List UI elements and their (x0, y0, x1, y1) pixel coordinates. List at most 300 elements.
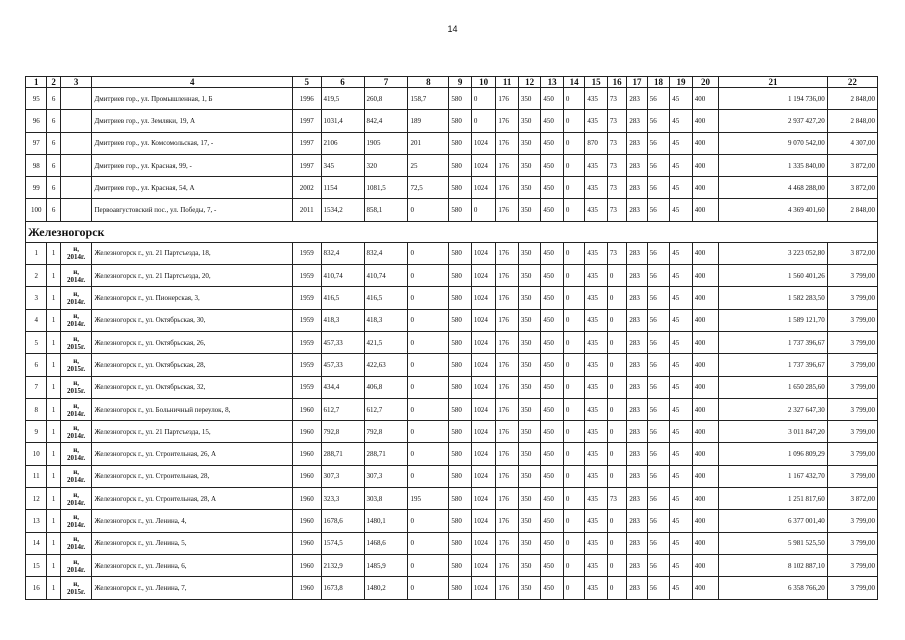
cell-col-13: 450 (541, 488, 564, 510)
section-row (26, 221, 878, 242)
cell-col-20: 400 (692, 421, 719, 443)
cell-col-8: 0 (408, 265, 449, 287)
cell-col-22: 3 799,00 (827, 443, 877, 465)
cell-col-21: 1 737 396,67 (719, 354, 827, 376)
column-header-5: 5 (292, 77, 321, 88)
cell-col-21: 3 223 052,80 (719, 242, 827, 264)
cell-col-15: 435 (585, 376, 608, 398)
cell-col-5: 1959 (292, 242, 321, 264)
cell-col-13: 450 (541, 287, 564, 309)
cell-col-1: 3 (26, 287, 47, 309)
cell-col-8: 0 (408, 354, 449, 376)
cell-col-7: 842,4 (364, 110, 408, 132)
cell-col-20: 400 (692, 265, 719, 287)
cell-col-20: 400 (692, 88, 719, 110)
cell-col-1: 97 (26, 132, 47, 154)
cell-col-11: 176 (496, 132, 519, 154)
cell-col-21: 6 358 766,20 (719, 577, 827, 599)
cell-col-1: 6 (26, 354, 47, 376)
cell-col-19: 45 (670, 88, 693, 110)
cell-col-13: 450 (541, 331, 564, 353)
column-header-1: 1 (26, 77, 47, 88)
cell-col-16: 73 (607, 110, 626, 132)
cell-col-3: н, 2014г. (60, 309, 92, 331)
cell-col-20: 400 (692, 154, 719, 176)
cell-col-2: 1 (47, 421, 60, 443)
table-row (26, 554, 878, 576)
cell-col-21: 1 167 432,70 (719, 465, 827, 487)
cell-col-9: 580 (449, 110, 472, 132)
cell-col-12: 350 (518, 465, 541, 487)
cell-col-3: н, 2014г. (60, 510, 92, 532)
cell-col-10: 0 (471, 199, 496, 221)
cell-col-18: 56 (647, 177, 670, 199)
cell-col-10: 1024 (471, 577, 496, 599)
cell-col-15: 435 (585, 577, 608, 599)
cell-col-18: 56 (647, 154, 670, 176)
cell-col-2: 6 (47, 154, 60, 176)
cell-col-16: 73 (607, 199, 626, 221)
table-row (26, 443, 878, 465)
cell-col-15: 435 (585, 488, 608, 510)
cell-col-1: 10 (26, 443, 47, 465)
table-row (26, 577, 878, 599)
cell-col-6: 457,33 (321, 331, 364, 353)
cell-col-12: 350 (518, 287, 541, 309)
cell-col-13: 450 (541, 532, 564, 554)
cell-col-14: 0 (563, 554, 584, 576)
cell-col-7: 320 (364, 154, 408, 176)
cell-col-9: 580 (449, 532, 472, 554)
cell-col-13: 450 (541, 88, 564, 110)
column-header-10: 10 (471, 77, 496, 88)
cell-col-9: 580 (449, 265, 472, 287)
column-header-18: 18 (647, 77, 670, 88)
cell-col-8: 0 (408, 465, 449, 487)
cell-col-3: н, 2015г. (60, 354, 92, 376)
table-row (26, 510, 878, 532)
cell-col-22: 2 848,00 (827, 199, 877, 221)
table-row (26, 132, 878, 154)
cell-col-19: 45 (670, 154, 693, 176)
column-header-13: 13 (541, 77, 564, 88)
cell-col-15: 435 (585, 554, 608, 576)
cell-col-1: 16 (26, 577, 47, 599)
column-header-9: 9 (449, 77, 472, 88)
cell-col-13: 450 (541, 421, 564, 443)
cell-col-9: 580 (449, 177, 472, 199)
cell-col-16: 0 (607, 554, 626, 576)
cell-col-15: 435 (585, 154, 608, 176)
cell-col-11: 176 (496, 331, 519, 353)
cell-col-13: 450 (541, 242, 564, 264)
cell-col-4: Железногорск г., ул. Ленина, 4, (92, 510, 292, 532)
cell-col-4: Железногорск г., ул. 21 Партсъезда, 18, (92, 242, 292, 264)
cell-col-17: 283 (627, 287, 647, 309)
cell-col-10: 1024 (471, 421, 496, 443)
cell-col-14: 0 (563, 287, 584, 309)
cell-col-22: 3 799,00 (827, 331, 877, 353)
cell-col-19: 45 (670, 554, 693, 576)
cell-col-16: 73 (607, 177, 626, 199)
cell-col-1: 4 (26, 309, 47, 331)
cell-col-21: 1 737 396,67 (719, 331, 827, 353)
cell-col-16: 0 (607, 443, 626, 465)
cell-col-10: 1024 (471, 398, 496, 420)
cell-col-10: 1024 (471, 309, 496, 331)
cell-col-2: 6 (47, 177, 60, 199)
cell-col-11: 176 (496, 199, 519, 221)
cell-col-6: 345 (321, 154, 364, 176)
cell-col-12: 350 (518, 242, 541, 264)
cell-col-13: 450 (541, 309, 564, 331)
column-header-15: 15 (585, 77, 608, 88)
cell-col-19: 45 (670, 199, 693, 221)
table-row (26, 177, 878, 199)
table-row (26, 532, 878, 554)
cell-col-17: 283 (627, 488, 647, 510)
cell-col-6: 410,74 (321, 265, 364, 287)
cell-col-15: 435 (585, 287, 608, 309)
cell-col-4: Железногорск г., ул. Больничный переулок, 8, (92, 398, 292, 420)
cell-col-18: 56 (647, 331, 670, 353)
cell-col-4: Железногорск г., ул. 21 Партсъезда, 20, (92, 265, 292, 287)
cell-col-20: 400 (692, 510, 719, 532)
cell-col-7: 418,3 (364, 309, 408, 331)
cell-col-11: 176 (496, 110, 519, 132)
cell-col-19: 45 (670, 510, 693, 532)
cell-col-13: 450 (541, 443, 564, 465)
cell-col-22: 2 848,00 (827, 110, 877, 132)
cell-col-11: 176 (496, 488, 519, 510)
cell-col-6: 1574,5 (321, 532, 364, 554)
cell-col-2: 1 (47, 577, 60, 599)
cell-col-5: 2002 (292, 177, 321, 199)
cell-col-20: 400 (692, 465, 719, 487)
cell-col-17: 283 (627, 354, 647, 376)
cell-col-9: 580 (449, 577, 472, 599)
cell-col-14: 0 (563, 265, 584, 287)
cell-col-22: 3 799,00 (827, 376, 877, 398)
cell-col-3: н, 2014г. (60, 421, 92, 443)
cell-col-9: 580 (449, 242, 472, 264)
cell-col-15: 435 (585, 443, 608, 465)
table-row (26, 354, 878, 376)
cell-col-8: 0 (408, 242, 449, 264)
cell-col-2: 6 (47, 132, 60, 154)
cell-col-2: 1 (47, 510, 60, 532)
cell-col-1: 8 (26, 398, 47, 420)
cell-col-22: 2 848,00 (827, 88, 877, 110)
cell-col-7: 792,8 (364, 421, 408, 443)
cell-col-16: 0 (607, 465, 626, 487)
cell-col-18: 56 (647, 398, 670, 420)
cell-col-10: 1024 (471, 488, 496, 510)
cell-col-15: 870 (585, 132, 608, 154)
cell-col-2: 1 (47, 532, 60, 554)
cell-col-5: 1960 (292, 465, 321, 487)
header-row (26, 77, 878, 88)
cell-col-11: 176 (496, 398, 519, 420)
cell-col-6: 307,3 (321, 465, 364, 487)
cell-col-11: 176 (496, 443, 519, 465)
cell-col-16: 0 (607, 331, 626, 353)
cell-col-7: 422,63 (364, 354, 408, 376)
cell-col-21: 1 335 840,00 (719, 154, 827, 176)
cell-col-18: 56 (647, 309, 670, 331)
cell-col-5: 1960 (292, 443, 321, 465)
cell-col-11: 176 (496, 421, 519, 443)
cell-col-22: 3 799,00 (827, 287, 877, 309)
cell-col-14: 0 (563, 510, 584, 532)
cell-col-14: 0 (563, 154, 584, 176)
cell-col-12: 350 (518, 265, 541, 287)
cell-col-7: 612,7 (364, 398, 408, 420)
cell-col-13: 450 (541, 265, 564, 287)
cell-col-5: 1996 (292, 88, 321, 110)
cell-col-1: 12 (26, 488, 47, 510)
table-row (26, 376, 878, 398)
cell-col-22: 3 872,00 (827, 242, 877, 264)
cell-col-10: 1024 (471, 510, 496, 532)
cell-col-11: 176 (496, 242, 519, 264)
cell-col-3 (60, 110, 92, 132)
cell-col-10: 1024 (471, 554, 496, 576)
cell-col-14: 0 (563, 398, 584, 420)
cell-col-22: 3 799,00 (827, 398, 877, 420)
cell-col-7: 406,8 (364, 376, 408, 398)
cell-col-10: 1024 (471, 376, 496, 398)
cell-col-2: 1 (47, 354, 60, 376)
cell-col-17: 283 (627, 443, 647, 465)
cell-col-15: 435 (585, 265, 608, 287)
cell-col-9: 580 (449, 398, 472, 420)
cell-col-7: 1905 (364, 132, 408, 154)
cell-col-17: 283 (627, 199, 647, 221)
cell-col-3: н, 2015г. (60, 331, 92, 353)
cell-col-15: 435 (585, 110, 608, 132)
cell-col-6: 1154 (321, 177, 364, 199)
cell-col-16: 0 (607, 309, 626, 331)
cell-col-5: 1997 (292, 110, 321, 132)
cell-col-4: Железногорск г., ул. Строительная, 28, (92, 465, 292, 487)
cell-col-14: 0 (563, 354, 584, 376)
cell-col-4: Железногорск г., ул. Ленина, 6, (92, 554, 292, 576)
cell-col-19: 45 (670, 309, 693, 331)
column-header-14: 14 (563, 77, 584, 88)
cell-col-7: 1468,6 (364, 532, 408, 554)
cell-col-8: 195 (408, 488, 449, 510)
cell-col-16: 73 (607, 88, 626, 110)
cell-col-9: 580 (449, 309, 472, 331)
column-header-6: 6 (321, 77, 364, 88)
cell-col-18: 56 (647, 242, 670, 264)
cell-col-2: 6 (47, 110, 60, 132)
cell-col-12: 350 (518, 110, 541, 132)
cell-col-6: 792,8 (321, 421, 364, 443)
table-body (26, 88, 878, 600)
cell-col-3: н, 2014г. (60, 488, 92, 510)
cell-col-7: 410,74 (364, 265, 408, 287)
cell-col-14: 0 (563, 465, 584, 487)
cell-col-14: 0 (563, 199, 584, 221)
cell-col-18: 56 (647, 199, 670, 221)
cell-col-5: 1960 (292, 421, 321, 443)
cell-col-17: 283 (627, 577, 647, 599)
cell-col-16: 73 (607, 242, 626, 264)
cell-col-21: 6 377 001,40 (719, 510, 827, 532)
cell-col-14: 0 (563, 331, 584, 353)
cell-col-16: 0 (607, 577, 626, 599)
cell-col-7: 303,8 (364, 488, 408, 510)
cell-col-21: 2 937 427,20 (719, 110, 827, 132)
cell-col-17: 283 (627, 110, 647, 132)
cell-col-4: Железногорск г., ул. Ленина, 7, (92, 577, 292, 599)
cell-col-17: 283 (627, 242, 647, 264)
cell-col-2: 1 (47, 554, 60, 576)
cell-col-11: 176 (496, 554, 519, 576)
cell-col-21: 5 981 525,50 (719, 532, 827, 554)
cell-col-3: н, 2014г. (60, 443, 92, 465)
cell-col-21: 1 589 121,70 (719, 309, 827, 331)
cell-col-18: 56 (647, 488, 670, 510)
cell-col-3 (60, 132, 92, 154)
cell-col-5: 1960 (292, 577, 321, 599)
cell-col-4: Первоавгустовский пос., ул. Победы, 7, - (92, 199, 292, 221)
cell-col-18: 56 (647, 421, 670, 443)
cell-col-2: 6 (47, 88, 60, 110)
cell-col-6: 288,71 (321, 443, 364, 465)
cell-col-1: 100 (26, 199, 47, 221)
cell-col-7: 260,8 (364, 88, 408, 110)
cell-col-14: 0 (563, 110, 584, 132)
table-row (26, 154, 878, 176)
table-row (26, 199, 878, 221)
cell-col-4: Железногорск г., ул. Ленина, 5, (92, 532, 292, 554)
page-number: 14 (447, 24, 458, 34)
cell-col-7: 1480,2 (364, 577, 408, 599)
column-header-22: 22 (827, 77, 877, 88)
cell-col-1: 7 (26, 376, 47, 398)
cell-col-4: Железногорск г., ул. Октябрьская, 30, (92, 309, 292, 331)
cell-col-19: 45 (670, 354, 693, 376)
cell-col-9: 580 (449, 376, 472, 398)
cell-col-8: 0 (408, 398, 449, 420)
cell-col-19: 45 (670, 376, 693, 398)
cell-col-2: 1 (47, 265, 60, 287)
cell-col-22: 3 872,00 (827, 488, 877, 510)
cell-col-12: 350 (518, 199, 541, 221)
cell-col-10: 1024 (471, 443, 496, 465)
column-header-3: 3 (60, 77, 92, 88)
cell-col-10: 1024 (471, 242, 496, 264)
table-row (26, 287, 878, 309)
cell-col-4: Дмитриев гор., ул. Красная, 99, - (92, 154, 292, 176)
cell-col-5: 1959 (292, 354, 321, 376)
cell-col-4: Железногорск г., ул. Строительная, 26, А (92, 443, 292, 465)
cell-col-20: 400 (692, 177, 719, 199)
cell-col-22: 3 799,00 (827, 465, 877, 487)
table-row (26, 488, 878, 510)
cell-col-12: 350 (518, 577, 541, 599)
cell-col-3: н, 2014г. (60, 265, 92, 287)
cell-col-15: 435 (585, 242, 608, 264)
cell-col-2: 1 (47, 376, 60, 398)
cell-col-18: 56 (647, 554, 670, 576)
cell-col-19: 45 (670, 488, 693, 510)
cell-col-12: 350 (518, 154, 541, 176)
cell-col-12: 350 (518, 354, 541, 376)
cell-col-1: 13 (26, 510, 47, 532)
cell-col-3: н, 2014г. (60, 398, 92, 420)
cell-col-1: 15 (26, 554, 47, 576)
cell-col-6: 2106 (321, 132, 364, 154)
cell-col-10: 1024 (471, 177, 496, 199)
cell-col-4: Железногорск г., ул. Пионерская, 3, (92, 287, 292, 309)
cell-col-12: 350 (518, 309, 541, 331)
cell-col-14: 0 (563, 242, 584, 264)
cell-col-13: 450 (541, 577, 564, 599)
cell-col-4: Дмитриев гор., ул. Промышленная, 1, Б (92, 88, 292, 110)
cell-col-9: 580 (449, 554, 472, 576)
cell-col-9: 580 (449, 488, 472, 510)
cell-col-16: 73 (607, 488, 626, 510)
table-row (26, 398, 878, 420)
column-header-2: 2 (47, 77, 60, 88)
cell-col-7: 421,5 (364, 331, 408, 353)
cell-col-13: 450 (541, 132, 564, 154)
cell-col-10: 1024 (471, 465, 496, 487)
cell-col-1: 1 (26, 242, 47, 264)
column-header-20: 20 (692, 77, 719, 88)
cell-col-2: 1 (47, 287, 60, 309)
cell-col-17: 283 (627, 309, 647, 331)
cell-col-3: н, 2014г. (60, 532, 92, 554)
cell-col-6: 416,5 (321, 287, 364, 309)
cell-col-20: 400 (692, 242, 719, 264)
column-header-4: 4 (92, 77, 292, 88)
cell-col-17: 283 (627, 265, 647, 287)
cell-col-22: 3 799,00 (827, 554, 877, 576)
cell-col-19: 45 (670, 110, 693, 132)
cell-col-2: 1 (47, 309, 60, 331)
cell-col-20: 400 (692, 331, 719, 353)
table-row (26, 421, 878, 443)
cell-col-17: 283 (627, 154, 647, 176)
cell-col-9: 580 (449, 443, 472, 465)
cell-col-13: 450 (541, 154, 564, 176)
cell-col-12: 350 (518, 488, 541, 510)
cell-col-9: 580 (449, 465, 472, 487)
cell-col-15: 435 (585, 532, 608, 554)
cell-col-2: 1 (47, 465, 60, 487)
cell-col-6: 612,7 (321, 398, 364, 420)
cell-col-12: 350 (518, 132, 541, 154)
cell-col-4: Железногорск г., ул. Октябрьская, 26, (92, 331, 292, 353)
cell-col-18: 56 (647, 265, 670, 287)
cell-col-20: 400 (692, 532, 719, 554)
cell-col-4: Железногорск г., ул. Строительная, 28, А (92, 488, 292, 510)
cell-col-5: 1959 (292, 265, 321, 287)
cell-col-22: 3 799,00 (827, 265, 877, 287)
cell-col-1: 5 (26, 331, 47, 353)
cell-col-21: 1 251 817,60 (719, 488, 827, 510)
cell-col-5: 2011 (292, 199, 321, 221)
column-header-17: 17 (627, 77, 647, 88)
section-title: Железногорск (26, 221, 878, 242)
cell-col-15: 435 (585, 199, 608, 221)
cell-col-7: 288,71 (364, 443, 408, 465)
